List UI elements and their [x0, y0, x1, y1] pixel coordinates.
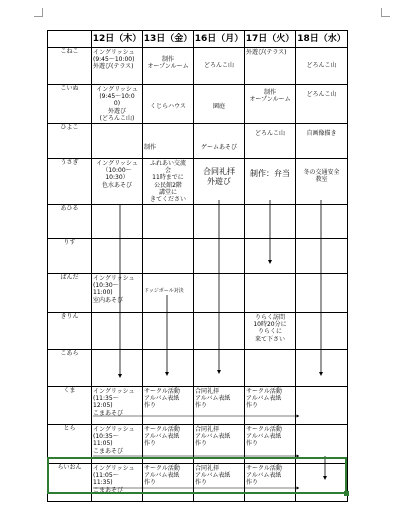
table-row: [48, 85, 348, 124]
class-name-cell[interactable]: こあら: [48, 350, 92, 387]
day-header[interactable]: 13日（金）: [143, 31, 194, 48]
class-name-cell[interactable]: うさぎ: [48, 158, 92, 204]
cell-text: サークル活動 アルバム表紙 作り: [246, 388, 282, 410]
cell-text: ドッジボール対決: [144, 288, 184, 295]
schedule-cell[interactable]: [296, 350, 348, 387]
cell-text: 合同礼拝 アルバム表紙 作り: [195, 426, 231, 448]
class-name-cell[interactable]: こねこ: [48, 48, 92, 85]
class-name-cell[interactable]: ぱんだ: [48, 274, 92, 313]
day-header[interactable]: 18日（水）: [296, 31, 348, 48]
schedule-cell[interactable]: [194, 85, 245, 124]
cell-text: 制作: [144, 143, 157, 151]
schedule-cell[interactable]: [245, 425, 296, 464]
cell-text: 合同礼拝 アルバム表紙 作り: [195, 388, 231, 410]
schedule-cell[interactable]: [194, 48, 245, 85]
schedule-cell[interactable]: [143, 48, 194, 85]
schedule-cell[interactable]: [92, 158, 143, 204]
schedule-cell[interactable]: [194, 387, 245, 425]
cell-text: 合同礼拝 外遊び: [203, 166, 235, 186]
table-row: [48, 274, 348, 313]
schedule-cell[interactable]: [296, 239, 348, 274]
table-row: [48, 464, 348, 502]
schedule-cell[interactable]: [143, 85, 194, 124]
schedule-cell[interactable]: [143, 387, 194, 425]
table-row: [48, 239, 348, 274]
schedule-cell[interactable]: [296, 158, 348, 204]
table-row: [48, 313, 348, 350]
schedule-cell[interactable]: [245, 350, 296, 387]
cell-text: くじらハウス: [150, 103, 186, 110]
schedule-cell[interactable]: [92, 350, 143, 387]
schedule-cell[interactable]: [143, 274, 194, 313]
table-row: [48, 48, 348, 85]
table-row: [48, 158, 348, 204]
cell-text: どろんこ山: [306, 62, 337, 69]
table-row: [48, 425, 348, 464]
cell-text: イングリッシュ （10:00～ 10:30） 色水あそび: [96, 159, 138, 189]
cell-text: [92, 124, 142, 158]
schedule-cell[interactable]: [296, 425, 348, 464]
cell-text: サークル活動 アルバム表紙 作り: [144, 426, 180, 448]
cell-text: 制作 オープンルーム: [249, 89, 291, 104]
cell-text: イングリッシュ (10:35～ 11:05) こまあそび: [93, 426, 135, 455]
day-header[interactable]: 16日（月）: [194, 31, 245, 48]
schedule-cell[interactable]: [296, 85, 348, 124]
table-row: [48, 350, 348, 387]
day-header[interactable]: 17日（火）: [245, 31, 296, 48]
schedule-cell[interactable]: [296, 205, 348, 239]
schedule-cell[interactable]: [296, 48, 348, 85]
schedule-cell[interactable]: [296, 123, 348, 158]
cell-text: イングリッシュ (10:30～ 11:00) 室内あそび: [93, 275, 135, 304]
schedule-cell[interactable]: [92, 205, 143, 239]
cell-text: イングリッシュ (11:05～ 11:35) こまあそび: [93, 465, 135, 494]
schedule-cell[interactable]: [245, 464, 296, 502]
schedule-cell[interactable]: [92, 387, 143, 425]
schedule-cell[interactable]: [92, 425, 143, 464]
cell-text: 制作 オープンルーム: [147, 56, 189, 71]
schedule-cell[interactable]: [245, 274, 296, 313]
schedule-cell[interactable]: [245, 85, 296, 124]
schedule-cell[interactable]: [245, 158, 296, 204]
schedule-cell[interactable]: [92, 274, 143, 313]
cell-text: どろんこ山: [306, 91, 337, 98]
cell-text: イングリッシュ (11:35～ 12:05) こまあそび: [93, 388, 135, 417]
cell-text: イングリッシュ (9:45～10:00) 外遊び(テラス): [93, 49, 135, 71]
cell-text: 自画像描き: [306, 129, 337, 137]
schedule-cell[interactable]: [143, 464, 194, 502]
cell-text: サークル活動 アルバム表紙 作り: [144, 388, 180, 410]
schedule-cell[interactable]: [296, 274, 348, 313]
schedule-cell[interactable]: [143, 313, 194, 350]
schedule-cell[interactable]: [143, 350, 194, 387]
schedule-cell[interactable]: [245, 239, 296, 274]
schedule-cell[interactable]: [143, 123, 194, 158]
class-name-cell[interactable]: ひよこ: [48, 123, 92, 158]
schedule-cell[interactable]: [296, 313, 348, 350]
schedule-cell[interactable]: [194, 313, 245, 350]
schedule-cell[interactable]: [143, 205, 194, 239]
schedule-cell[interactable]: [194, 464, 245, 502]
cell-text: サークル活動 アルバム表紙 作り: [246, 426, 282, 448]
schedule-cell[interactable]: [92, 239, 143, 274]
table-row: [48, 123, 348, 158]
class-name-cell[interactable]: あひる: [48, 205, 92, 239]
cell-text: どろんこ山: [254, 129, 285, 137]
day-header[interactable]: 12日（木）: [92, 31, 143, 48]
cell-text: 冬の交通安全 教室: [303, 168, 340, 184]
schedule-cell[interactable]: [245, 48, 296, 85]
schedule-cell[interactable]: [92, 313, 143, 350]
schedule-cell[interactable]: [143, 239, 194, 274]
schedule-cell[interactable]: [245, 313, 296, 350]
schedule-cell[interactable]: [245, 123, 296, 158]
class-name-cell[interactable]: こいぬ: [48, 85, 92, 124]
table-row: [48, 205, 348, 239]
schedule-cell[interactable]: [92, 85, 143, 124]
class-name-cell[interactable]: くま: [48, 387, 92, 425]
class-name-cell[interactable]: りす: [48, 239, 92, 274]
class-name-cell[interactable]: らいおん: [48, 464, 92, 502]
cell-text: りらく訪問 10時20分に りらくに 来て下さい: [253, 314, 287, 343]
cell-text: サークル活動 アルバム表紙 作り: [144, 465, 180, 487]
table-row: [48, 387, 348, 425]
schedule-cell[interactable]: [194, 239, 245, 274]
crop-mark-top-left: [34, 8, 43, 17]
cell-text: 園庭: [212, 103, 225, 110]
class-name-cell[interactable]: きりん: [48, 313, 92, 350]
schedule-cell[interactable]: [194, 350, 245, 387]
weekly-schedule-table: [47, 30, 348, 502]
cell-text: どろんこ山: [203, 62, 234, 69]
schedule-cell[interactable]: [143, 425, 194, 464]
header-corner-cell[interactable]: [48, 31, 92, 48]
crop-mark-top-right: [381, 8, 390, 17]
schedule-cell[interactable]: [296, 387, 348, 425]
schedule-cell[interactable]: [245, 205, 296, 239]
schedule-cell[interactable]: [194, 123, 245, 158]
cell-text: 外遊び(テラス): [246, 49, 287, 56]
header-row: [48, 31, 348, 48]
cell-text: 合同礼拝 アルバム表紙 作り: [195, 465, 231, 487]
cell-text: ゲームあそび: [200, 143, 237, 151]
schedule-cell[interactable]: [92, 123, 143, 158]
schedule-cell[interactable]: [245, 387, 296, 425]
schedule-cell[interactable]: [194, 205, 245, 239]
cell-text: サークル活動 アルバム表紙 作り: [246, 465, 282, 487]
schedule-cell[interactable]: [92, 464, 143, 502]
schedule-cell[interactable]: [143, 158, 194, 204]
class-name-cell[interactable]: とら: [48, 425, 92, 464]
cell-text: 制作：弁当: [250, 168, 290, 178]
cell-text: ふれあい交流 会 11時までに 公民館2階 講堂に きてください: [149, 159, 186, 203]
cell-text: イングリッシュ (9:45～10:0 0) 外遊び (どろんこ山): [96, 86, 138, 122]
schedule-cell[interactable]: [194, 158, 245, 204]
schedule-cell[interactable]: [296, 464, 348, 502]
schedule-cell[interactable]: [194, 274, 245, 313]
schedule-cell[interactable]: [92, 48, 143, 85]
schedule-cell[interactable]: [194, 425, 245, 464]
